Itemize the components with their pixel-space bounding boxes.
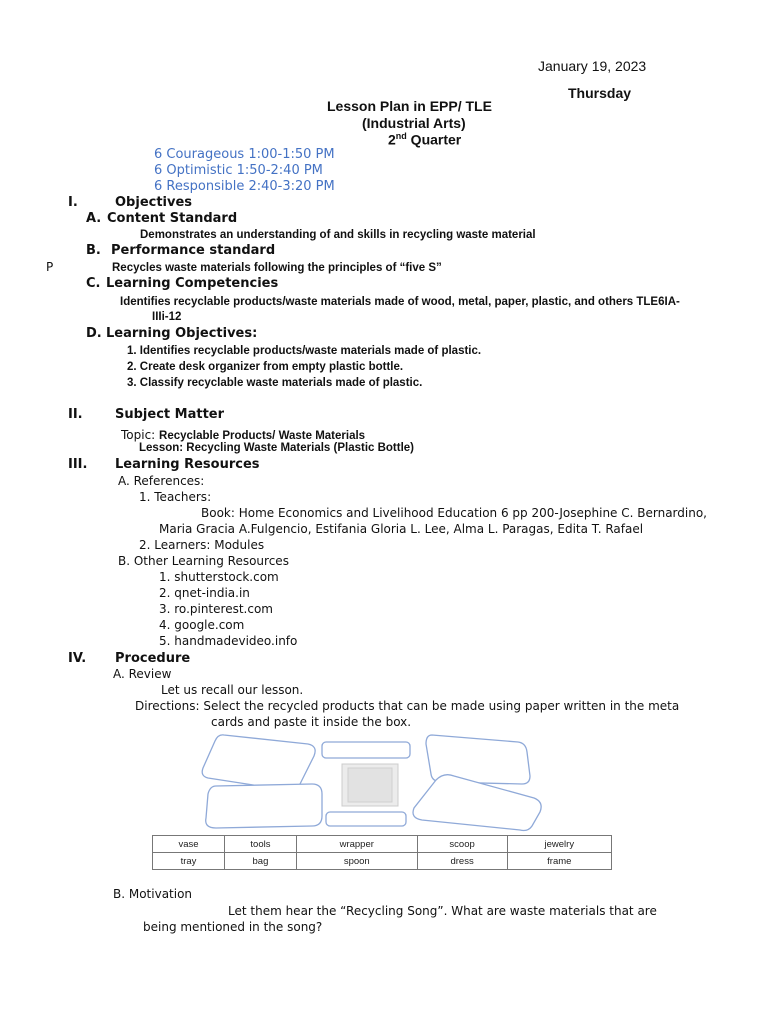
label-a: A. bbox=[86, 211, 102, 226]
learning-objective-item: 2. Create desk organizer from empty plastic bottle. bbox=[127, 361, 404, 373]
resource-site: 1. shutterstock.com bbox=[159, 570, 279, 584]
word-cell: bag bbox=[224, 853, 296, 870]
book-reference-line-1: Book: Home Economics and Livelihood Education 6 pp 200-Josephine C. Bernardino, bbox=[201, 506, 707, 520]
section-heading-procedure: Procedure bbox=[115, 651, 191, 666]
label-d: D. bbox=[86, 326, 102, 341]
section-number-i: I. bbox=[68, 195, 78, 210]
word-cell: tray bbox=[153, 853, 225, 870]
meta-card bbox=[326, 812, 406, 826]
section-heading-subject-matter: Subject Matter bbox=[115, 407, 225, 422]
resource-site: 4. google.com bbox=[159, 618, 245, 632]
topic-line: Topic: Recyclable Products/ Waste Materials bbox=[121, 428, 366, 442]
teachers-label: 1. Teachers: bbox=[139, 490, 212, 504]
learning-objective-item: 3. Classify recyclable waste materials made of plastic. bbox=[127, 377, 423, 389]
meta-card bbox=[206, 784, 322, 828]
label-c: C. bbox=[86, 276, 101, 291]
section-number-iv: IV. bbox=[68, 651, 87, 666]
word-cell: vase bbox=[153, 836, 225, 853]
paper-stack bbox=[348, 768, 392, 802]
content-standard-heading: Content Standard bbox=[107, 211, 238, 226]
lesson-line: Lesson: Recycling Waste Materials (Plastic Bottle) bbox=[139, 442, 415, 454]
directions-line-1: Directions: Select the recycled products that can be made using paper written in the meta bbox=[135, 699, 680, 713]
section-heading-learning-resources: Learning Resources bbox=[115, 457, 260, 472]
directions-line-2: cards and paste it inside the box. bbox=[211, 715, 412, 729]
word-cell: tools bbox=[224, 836, 296, 853]
performance-standard-text: Recycles waste materials following the principles of “five S” bbox=[112, 262, 442, 274]
lesson-date: January 19, 2023 bbox=[538, 58, 647, 74]
section-number-iii: III. bbox=[68, 457, 88, 472]
other-resources-label: B. Other Learning Resources bbox=[118, 554, 289, 568]
word-cell: dress bbox=[417, 853, 507, 870]
section-number-ii: II. bbox=[68, 407, 83, 422]
resource-site: 2. qnet-india.in bbox=[159, 586, 250, 600]
word-cell: frame bbox=[507, 853, 611, 870]
performance-standard-heading: Performance standard bbox=[111, 243, 276, 258]
title-line-1: Lesson Plan in EPP/ TLE bbox=[327, 98, 492, 114]
table-row bbox=[153, 853, 612, 870]
schedule-item: 6 Courageous 1:00-1:50 PM bbox=[154, 147, 335, 162]
section-heading-objectives: Objectives bbox=[115, 195, 193, 210]
label-b: B. bbox=[86, 243, 101, 258]
learning-competencies-code: IIIi-12 bbox=[152, 311, 182, 323]
motivation-line-1: Let them hear the “Recycling Song”. What are waste materials that are bbox=[228, 904, 657, 918]
word-cell: jewelry bbox=[507, 836, 611, 853]
quarter-label: 2nd Quarter bbox=[388, 131, 462, 148]
learning-objective-item: 1. Identifies recyclable products/waste materials made of plastic. bbox=[127, 345, 482, 357]
schedule-item: 6 Optimistic 1:50-2:40 PM bbox=[154, 163, 323, 178]
schedule-item: 6 Responsible 2:40-3:20 PM bbox=[154, 179, 335, 194]
word-cell: wrapper bbox=[296, 836, 417, 853]
learning-objectives-heading: Learning Objectives: bbox=[106, 326, 258, 341]
learning-competencies-text: Identifies recyclable products/waste materials made of wood, metal, paper, plastic, and others TLE6IA- bbox=[120, 296, 680, 308]
table-row bbox=[153, 836, 612, 853]
motivation-line-2: being mentioned in the song? bbox=[143, 920, 323, 934]
motivation-label: B. Motivation bbox=[113, 887, 193, 901]
meta-card bbox=[322, 742, 410, 758]
title-line-2: (Industrial Arts) bbox=[362, 115, 466, 131]
resource-site: 5. handmadevideo.info bbox=[159, 634, 298, 648]
word-cell: scoop bbox=[417, 836, 507, 853]
learning-competencies-heading: Learning Competencies bbox=[106, 276, 279, 291]
references-label: A. References: bbox=[118, 474, 205, 488]
meta-cards-illustration bbox=[200, 732, 545, 832]
resource-site: 3. ro.pinterest.com bbox=[159, 602, 273, 616]
stray-letter: P bbox=[46, 260, 54, 274]
learners-label: 2. Learners: Modules bbox=[139, 538, 265, 552]
book-reference-line-2: Maria Gracia A.Fulgencio, Estifania Gloria L. Lee, Alma L. Paragas, Edita T. Rafael bbox=[159, 522, 644, 536]
word-choices-table bbox=[152, 835, 612, 870]
meta-card bbox=[202, 735, 315, 791]
recall-text: Let us recall our lesson. bbox=[161, 683, 304, 697]
word-cell: spoon bbox=[296, 853, 417, 870]
review-label: A. Review bbox=[113, 667, 172, 681]
lesson-day: Thursday bbox=[568, 85, 632, 101]
content-standard-text: Demonstrates an understanding of and skills in recycling waste material bbox=[140, 229, 536, 241]
